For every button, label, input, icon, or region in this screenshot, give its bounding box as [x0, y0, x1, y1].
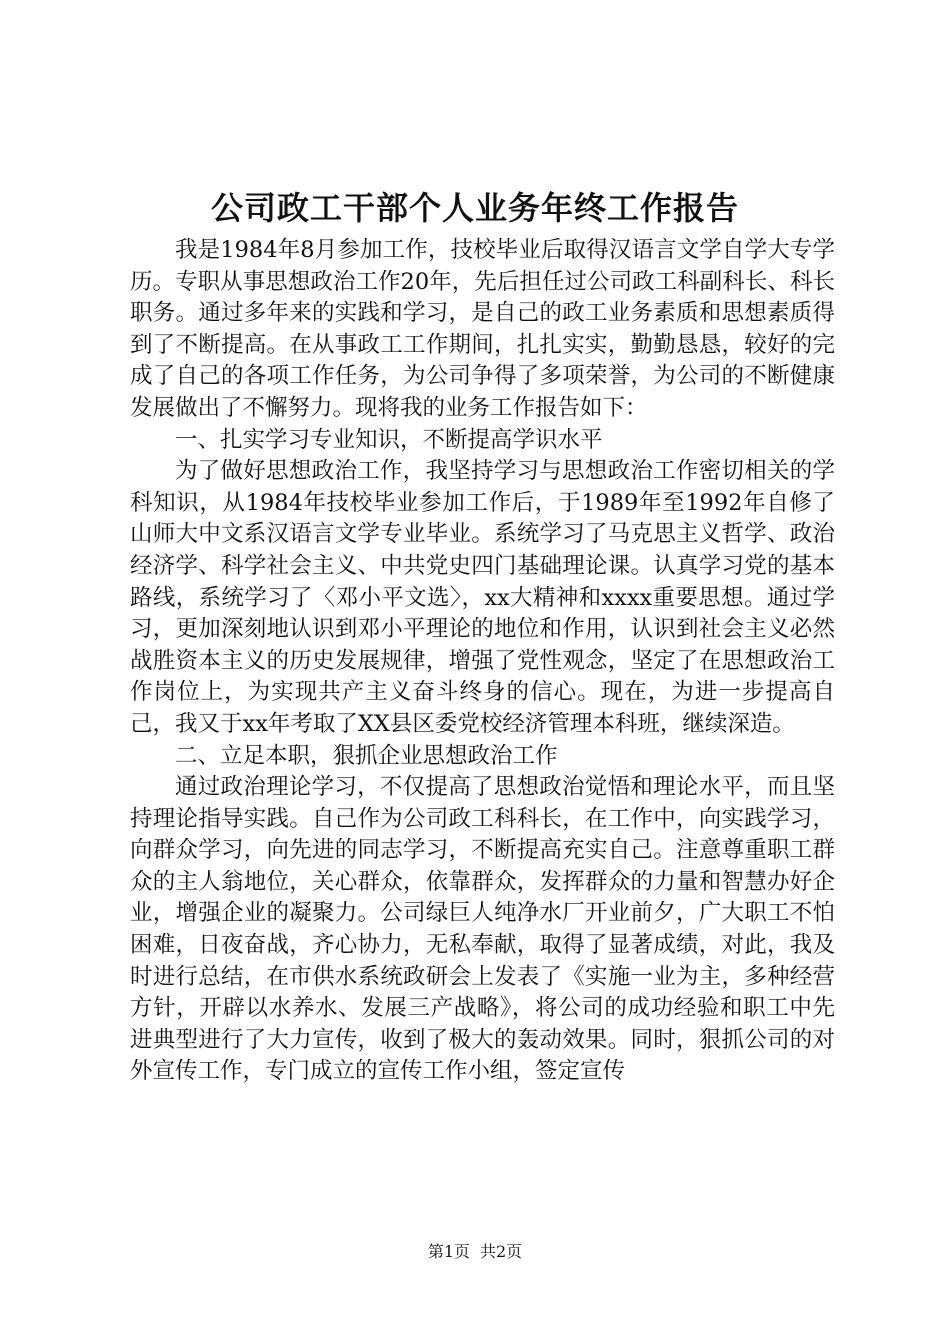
page-total: 共2页: [480, 1242, 523, 1261]
document-body: [130, 235, 835, 1088]
section-heading-1: 一、扎实学习专业知识，不断提高学识水平: [175, 426, 603, 453]
page-footer: [0, 1241, 950, 1263]
document-title: 公司政工干部个人业务年终工作报告: [210, 189, 739, 227]
page-number: 第1页: [427, 1242, 470, 1261]
section-1-paragraph: 为了做好思想政治工作，我坚持学习与思想政治工作密切相关的学科知识，从1984年技校毕业参加工作后，于1989年至1992年自修了山师大中文系汉语言文学专业毕业。系统学习了马克思主义哲学、政治经济学、科学社会主义、中共党史四门基础理论课。认真学习党的基本路线，系统学习了〈邓小平文选〉，xx大精神和xxxx重要思想。通过学习，更加深刻地认识到邓小平理论的地位和作用，认识到社会主义必然战胜资本主义的历史发展规律，增强了党性观念，坚定了在思想政治工作岗位上，为实现共产主义奋斗终身的信心。现在，为进一步提高自己，我又于xx年考取了XX县区委党校经济管理本科班，继续深造。: [130, 458, 835, 737]
intro-paragraph: 我是1984年8月参加工作，技校毕业后取得汉语言文学自学大专学历。专职从事思想政治工作20年，先后担任过公司政工科副科长、科长职务。通过多年来的实践和学习，是自己的政工业务素质和思想素质得到了不断提高。在从事政工工作期间，扎扎实实，勤勤恳恳，较好的完成了自己的各项工作任务，为公司争得了多项荣誉，为公司的不断健康发展做出了不懈努力。现将我的业务工作报告如下：: [130, 237, 835, 421]
section-2-paragraph: 通过政治理论学习，不仅提高了思想政治觉悟和理论水平，而且坚持理论指导实践。自己作为公司政工科科长，在工作中，向实践学习，向群众学习，向先进的同志学习，不断提高充实自己。注意尊重职工群众的主人翁地位，关心群众，依靠群众，发挥群众的力量和智慧办好企业，增强企业的凝聚力。公司绿巨人纯净水厂开业前夕，广大职工不怕困难，日夜奋战，齐心协力，无私奉献，取得了显著成绩，对此，我及时进行总结，在市供水系统政研会上发表了《实施一业为主，多种经营方针，开辟以水养水、发展三产战略》，将公司的成功经验和职工中先进典型进行了大力宣传，收到了极大的轰动效果。同时，狠抓公司的对外宣传工作，专门成立的宣传工作小组，签定宣传: [130, 774, 835, 1085]
section-heading-2: 二、立足本职，狠抓企业思想政治工作: [175, 742, 558, 769]
